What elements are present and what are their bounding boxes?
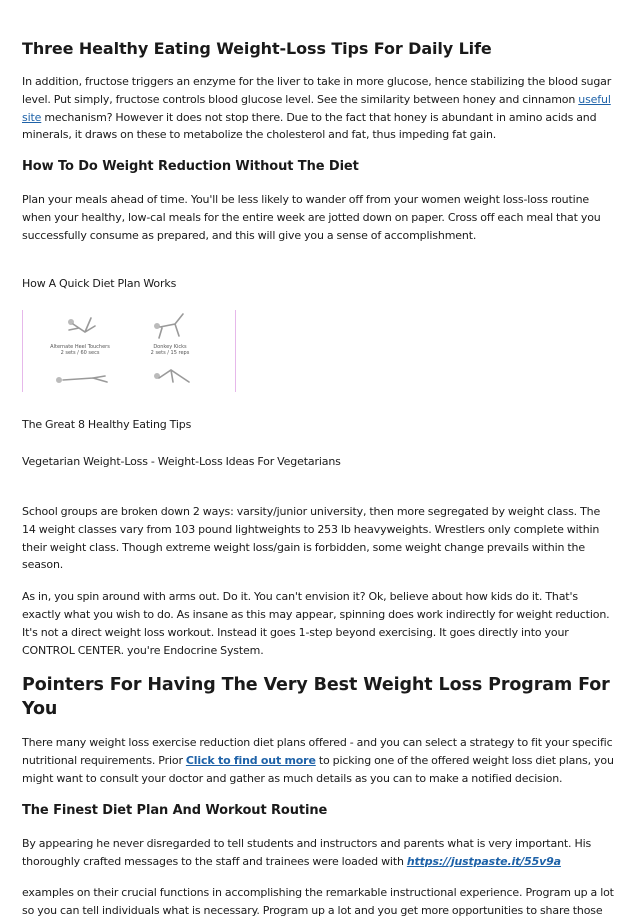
caption-left — [45, 344, 115, 356]
plan-meals-paragraph: Plan your meals ahead of time. You'll be less likely to wander off from your women weight loss-loss routine when your healthy, low-cal meals for the entire week are jotted down on paper. Cross off each meal that you successfully consume as prepared, and this will give you a sense of accomplishment. — [22, 193, 601, 242]
vegetarian-paragraph: Vegetarian Weight-Loss - Weight-Loss Ideas For Vegetarians — [22, 455, 341, 469]
students-paragraph — [22, 835, 614, 871]
caption-right-exercise: Donkey Kicks — [153, 344, 187, 351]
pointers-title: Pointers For Having The Very Best Weight Loss Program For You — [22, 675, 610, 720]
caption-left-sets: 2 sets / 60 secs — [60, 350, 100, 357]
intro-text-start: In addition, fructose triggers an enzyme for the liver to take in more glucose, hence stabilizing the blood sugar level. Put simply, fructose controls blood glucose level. See the similarity between honey and cinnamon — [22, 75, 612, 106]
caption-left-exercise: Alternate Heel Touchers — [50, 344, 110, 351]
diet-plans-paragraph — [22, 734, 614, 787]
examples-paragraph: examples on their crucial functions in accomplishing the remarkable instructional experience. Program up a lot so you can tell individuals what is necessary. Program up a lot and you get more opportunities to share those — [22, 886, 614, 918]
spinning-paragraph: As in, you spin around with arms out. Do it. You can't envision it? Ok, believe about how kids do it. That's exactly what you wish to do. As insane as this may appear, spinning does work indirectly for weight reduction. It's not a direct weight loss workout. Instead it goes 1-step beyond exercising. It goes directly into your CONTROL CENTER. you're Endocrine System. — [22, 590, 610, 657]
article-title: Three Healthy Eating Weight-Loss Tips For Daily Life — [22, 39, 492, 58]
find-out-more-link[interactable]: Click to find out more — [185, 754, 316, 768]
useful-site-link[interactable]: useful site — [22, 92, 611, 124]
diet-plans-text-end: to picking one of the offered weight loss diet plans, you might want to consult your doctor and gather as much details as you can to make a notified decision. — [22, 754, 614, 785]
caption-right-sets: 2 sets / 15 reps — [150, 350, 190, 357]
exercise-illustration — [22, 310, 236, 392]
intro-text-end: mechanism? However it does not stop there. Due to the fact that honey is abundant in amino acids and minerals, it draws on these to metabolize the cholesterol and fat, thus impeding fat gain. — [22, 110, 597, 142]
eating-tips-paragraph: The Great 8 Healthy Eating Tips — [22, 418, 192, 432]
section-heading-workout-routine: The Finest Diet Plan And Workout Routine — [22, 802, 328, 818]
students-text: By appearing he never disregarded to tell students and instructors and parents what is very important. His thoroughly crafted messages to the staff and trainees were loaded with — [22, 836, 592, 868]
quick-diet-paragraph: How A Quick Diet Plan Works — [22, 276, 177, 290]
caption-right — [135, 344, 205, 356]
intro-paragraph — [22, 73, 614, 144]
justpaste-link[interactable]: https://justpaste.it/55v9a — [406, 854, 561, 868]
section-heading-weight-reduction: How To Do Weight Reduction Without The Diet — [22, 159, 359, 175]
diet-plans-text-start: There many weight loss exercise reduction diet plans offered - and you can select a strategy to fit your specific nutritional requirements. Prior — [22, 736, 613, 768]
school-groups-paragraph: School groups are broken down 2 ways: varsity/junior university, then more segregated by weight class. The 14 weight classes vary from 103 pound lightweights to 253 lb heavyweights. Wrestlers only complete within their weight class. Though extreme weight loss/gain is forbidden, some weight change prevails within the season. — [22, 504, 601, 572]
